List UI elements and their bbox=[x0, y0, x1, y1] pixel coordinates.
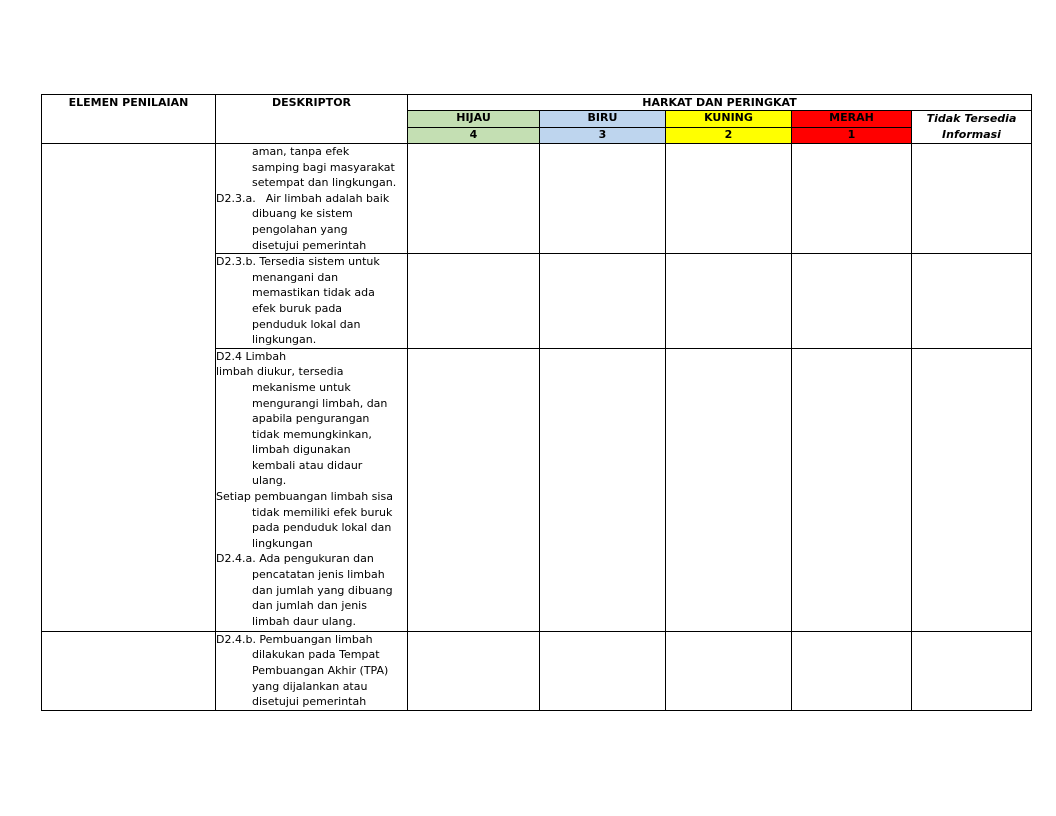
rating-cell-merah[interactable] bbox=[792, 144, 912, 254]
score-kuning: 2 bbox=[666, 127, 792, 144]
score-biru: 3 bbox=[540, 127, 666, 144]
assessment-table bbox=[41, 94, 1032, 711]
header-deskriptor: DESKRIPTOR bbox=[216, 95, 408, 144]
rating-cell-tidak-tersedia[interactable] bbox=[912, 144, 1032, 254]
elemen-cell bbox=[42, 144, 216, 632]
table-row bbox=[42, 631, 1032, 710]
table-row bbox=[42, 144, 1032, 254]
header-tidak-tersedia-informasi bbox=[912, 111, 1032, 144]
descriptor-cell: aman, tanpa efek samping bagi masyarakat setempat dan lingkungan. D2.3.a. Air limbah adalah baik dibuang ke sistem pengolahan yang disetujui pemerintah bbox=[216, 144, 408, 254]
header-elemen-penilaian: ELEMEN PENILAIAN bbox=[42, 95, 216, 144]
rating-cell-hijau[interactable] bbox=[408, 348, 540, 631]
tidak-tersedia-line1: Tidak Tersedia bbox=[926, 112, 1017, 125]
descriptor-cell: D2.4 Limbah limbah diukur, tersedia mekanisme untuk mengurangi limbah, dan apabila pengurangan tidak memungkinkan, limbah digunakan kembali atau didaur ulang. Setiap pembuangan limbah sisa tidak memiliki efek buruk pada penduduk lokal dan lingkungan D2.4.a. Ada pengukuran dan pencatatan jenis limbah dan jumlah yang dibuang dan jumlah dan jenis limbah daur ulang. bbox=[216, 348, 408, 631]
rating-cell-hijau[interactable] bbox=[408, 144, 540, 254]
rating-cell-hijau[interactable] bbox=[408, 631, 540, 710]
rating-cell-kuning[interactable] bbox=[666, 254, 792, 349]
descriptor-code-d23a: D2.3.a. Air limbah adalah baik bbox=[216, 191, 390, 205]
descriptor-cell: D2.4.b. Pembuangan limbah dilakukan pada Tempat Pembuangan Akhir (TPA) yang dijalankan atau disetujui pemerintah bbox=[216, 631, 408, 710]
score-merah: 1 bbox=[792, 127, 912, 144]
tidak-tersedia-line2: Informasi bbox=[942, 128, 1001, 141]
rating-cell-tidak-tersedia[interactable] bbox=[912, 631, 1032, 710]
rating-cell-biru[interactable] bbox=[540, 144, 666, 254]
rating-cell-merah[interactable] bbox=[792, 254, 912, 349]
header-biru: BIRU bbox=[540, 111, 666, 128]
rating-cell-hijau[interactable] bbox=[408, 254, 540, 349]
elemen-cell bbox=[42, 631, 216, 710]
rating-cell-kuning[interactable] bbox=[666, 348, 792, 631]
rating-cell-tidak-tersedia[interactable] bbox=[912, 254, 1032, 349]
rating-cell-tidak-tersedia[interactable] bbox=[912, 348, 1032, 631]
header-merah: MERAH bbox=[792, 111, 912, 128]
header-hijau: HIJAU bbox=[408, 111, 540, 128]
header-harkat-dan-peringkat: HARKAT DAN PERINGKAT bbox=[408, 95, 1032, 111]
rating-cell-biru[interactable] bbox=[540, 348, 666, 631]
header-kuning: KUNING bbox=[666, 111, 792, 128]
rating-cell-biru[interactable] bbox=[540, 254, 666, 349]
rating-cell-biru[interactable] bbox=[540, 631, 666, 710]
rating-cell-kuning[interactable] bbox=[666, 631, 792, 710]
rating-cell-kuning[interactable] bbox=[666, 144, 792, 254]
score-hijau: 4 bbox=[408, 127, 540, 144]
descriptor-cell: D2.3.b. Tersedia sistem untuk menangani dan memastikan tidak ada efek buruk pada penduduk lokal dan lingkungan. bbox=[216, 254, 408, 349]
rating-cell-merah[interactable] bbox=[792, 631, 912, 710]
rating-cell-merah[interactable] bbox=[792, 348, 912, 631]
